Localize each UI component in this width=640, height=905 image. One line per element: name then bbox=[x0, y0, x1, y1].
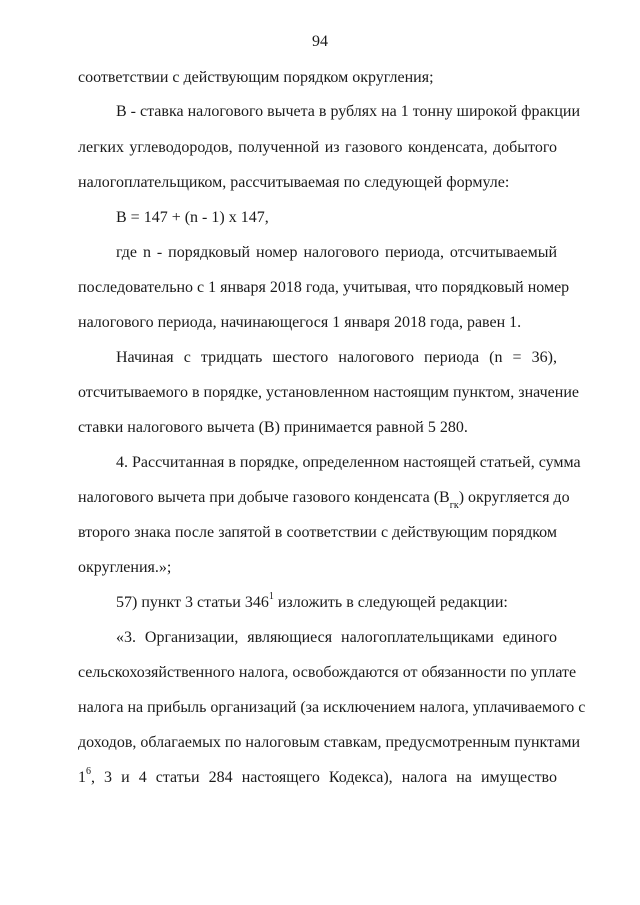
text-fragment: 57) пункт 3 статьи 346 bbox=[116, 594, 269, 611]
text-fragment: 1 bbox=[78, 769, 86, 786]
text-line: «3. Организации, являющиеся налогоплательщиками единого bbox=[116, 629, 557, 646]
text-line: налога на прибыль организаций (за исключением налога, уплачиваемого с bbox=[78, 699, 586, 716]
text-line: где n - порядковый номер налогового периода, отсчитываемый bbox=[116, 244, 557, 261]
subscript: гк bbox=[449, 500, 459, 512]
formula-line: В = 147 + (n - 1) х 147, bbox=[116, 209, 269, 226]
text-line bbox=[116, 590, 508, 613]
text-line: налогоплательщиком, рассчитываемая по следующей формуле: bbox=[78, 174, 510, 191]
page-number: 94 bbox=[312, 33, 328, 50]
text-line bbox=[78, 488, 570, 512]
text-line: легких углеводородов, полученной из газового конденсата, добытого bbox=[78, 139, 557, 156]
text-line: В - ставка налогового вычета в рублях на 1 тонну широкой фракции bbox=[116, 103, 581, 120]
text-line: отсчитываемого в порядке, установленном настоящим пунктом, значение bbox=[78, 384, 579, 401]
text-line: налогового периода, начинающегося 1 января 2018 года, равен 1. bbox=[78, 314, 522, 331]
text-line: сельскохозяйственного налога, освобождаются от обязанности по уплате bbox=[78, 664, 577, 681]
text-line: соответствии с действующим порядком округления; bbox=[78, 69, 434, 86]
superscript: 6 bbox=[86, 765, 91, 777]
text-line: последовательно с 1 января 2018 года, учитывая, что порядковый номер bbox=[78, 279, 570, 296]
text-fragment: , 3 и 4 статьи 284 настоящего Кодекса), налога на имущество bbox=[91, 769, 557, 786]
text-line: второго знака после запятой в соответствии с действующим порядком bbox=[78, 524, 557, 541]
text-fragment: ) округляется до bbox=[458, 489, 570, 506]
text-line bbox=[78, 765, 557, 788]
superscript: 1 bbox=[268, 590, 274, 602]
text-line: 4. Рассчитанная в порядке, определенном настоящей статьей, сумма bbox=[116, 454, 581, 471]
text-fragment: изложить в следующей редакции: bbox=[273, 594, 508, 611]
text-fragment: налогового вычета при добыче газового конденсата (В bbox=[78, 489, 450, 506]
text-line: доходов, облагаемых по налоговым ставкам, предусмотренным пунктами bbox=[78, 734, 581, 751]
text-line: Начиная с тридцать шестого налогового периода (n = 36), bbox=[116, 349, 557, 366]
text-line: округления.»; bbox=[78, 559, 172, 576]
text-line: ставки налогового вычета (В) принимается равной 5 280. bbox=[78, 419, 468, 436]
